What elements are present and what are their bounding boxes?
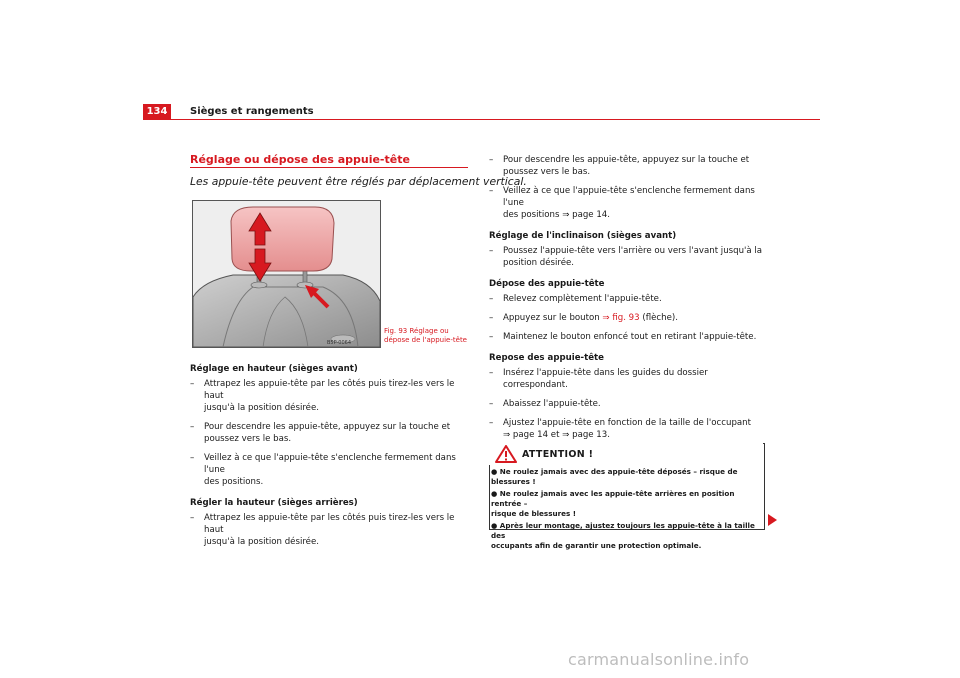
list-item: – Ajustez l'appuie-tête en fonction de la taille de l'occupant ⇒ page 14 et ⇒ page 13.	[489, 418, 751, 440]
figure-caption: Fig. 93 Réglage ou dépose de l'appuie-tête	[384, 327, 467, 344]
warning-item: ● Après leur montage, ajustez toujours les appuie-tête à la taille des occupants afin de garantir une protection optimale.	[491, 521, 755, 550]
list-item: – Pour descendre les appuie-tête, appuyez sur la touche et poussez vers le bas.	[190, 422, 451, 444]
list-item: – Relevez complètement l'appuie-tête.	[489, 294, 662, 304]
list-item: – Maintenez le bouton enfoncé tout en retirant l'appuie-tête.	[489, 332, 757, 342]
continue-arrow-icon	[768, 514, 777, 526]
warning-item: ● Ne roulez jamais avec des appuie-tête déposés – risque de blessures !	[491, 467, 738, 486]
list-item: – Attrapez les appuie-tête par les côtés puis tirez-les vers le haut jusqu'à la position désirée.	[190, 513, 455, 547]
heading-height-rear: Régler la hauteur (sièges arrières)	[190, 498, 358, 508]
warning-item: ● Ne roulez jamais avec les appuie-tête arrières en position rentrée – risque de blessures !	[491, 489, 735, 518]
warning-title: ATTENTION !	[522, 449, 594, 460]
headrest-illustration	[193, 201, 380, 347]
list-item: – Veillez à ce que l'appuie-tête s'enclenche fermement dans l'une des positions ⇒ page 14.	[489, 186, 755, 220]
list-item: – Appuyez sur le bouton ⇒ fig. 93 (flèche).	[489, 313, 678, 323]
header-rule	[143, 119, 820, 120]
watermark: carmanualsonline.info	[568, 650, 750, 669]
heading-height-front: Réglage en hauteur (sièges avant)	[190, 364, 358, 374]
list-item: – Attrapez les appuie-tête par les côtés puis tirez-les vers le haut jusqu'à la position désirée.	[190, 379, 455, 413]
headrest-figure	[192, 200, 381, 348]
warning-triangle-icon	[495, 445, 517, 463]
list-item: – Insérez l'appuie-tête dans les guides du dossier correspondant.	[489, 368, 708, 390]
heading-refit: Repose des appuie-tête	[489, 353, 604, 363]
left-column	[190, 363, 470, 548]
page-number: 134	[143, 104, 171, 119]
right-column	[489, 154, 769, 441]
heading-inclination: Réglage de l'inclinaison (sièges avant)	[489, 231, 677, 241]
running-head: Sièges et rangements	[190, 106, 314, 117]
section-subtitle: Les appuie-tête peuvent être réglés par déplacement vertical.	[190, 175, 527, 188]
figure-code: B5P-0064	[326, 340, 351, 346]
heading-removal: Dépose des appuie-tête	[489, 279, 605, 289]
list-item: – Abaissez l'appuie-tête.	[489, 399, 601, 409]
list-item: – Pour descendre les appuie-tête, appuyez sur la touche et poussez vers le bas.	[489, 155, 750, 177]
warning-body	[491, 467, 763, 553]
list-item: – Poussez l'appuie-tête vers l'arrière ou vers l'avant jusqu'à la position désirée.	[489, 246, 763, 268]
fig-93-link[interactable]: ⇒ fig. 93	[602, 313, 640, 323]
section-rule	[190, 167, 468, 168]
section-title: Réglage ou dépose des appuie-tête	[190, 153, 410, 166]
list-item: – Veillez à ce que l'appuie-tête s'enclenche fermement dans l'une des positions.	[190, 453, 456, 487]
